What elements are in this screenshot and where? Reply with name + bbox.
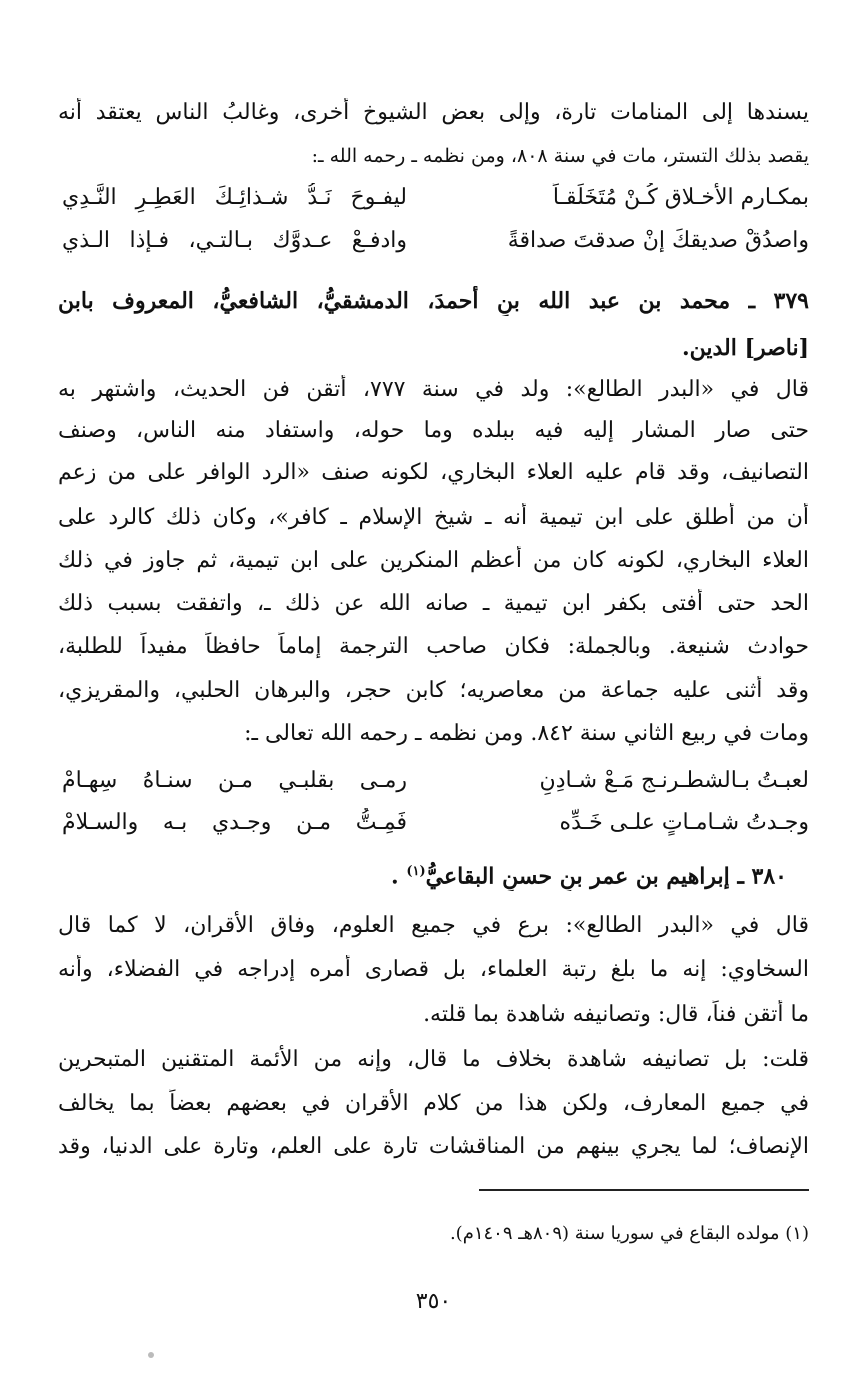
text-line: حوادث شنيعة. وبالجملة: فكان صاحب الترجمة إماماً حافظاً مفيداً للطلبة، bbox=[58, 634, 809, 659]
text-line: التصانيف، وقد قام عليه العلاء البخاري، لكونه صنف «الرد الوافر على من زعم bbox=[58, 460, 809, 485]
scan-speck bbox=[148, 1352, 154, 1358]
text-line: ومات في ربيع الثاني سنة ٨٤٢. ومن نظمه ـ رحمه الله تعالى ـ: bbox=[244, 721, 809, 746]
verse-first-hemistich: بمكـارم الأخـلاق كُـنْ مُتَخَلِّقـاً bbox=[552, 185, 809, 210]
verse-second-hemistich: ليفـوحَ نَـدُّ شـذائِـكَ العَطِـرِ النَّـدِي bbox=[62, 185, 407, 210]
text-line: قلت: بل تصانيفه شاهدة بخلاف ما قال، وإنه من الأئمة المتقنين المتبحرين bbox=[58, 1047, 809, 1072]
text-line: في جميع المعارف، ولكن هذا من كلام الأقران في بعضهم بعضاً بما يخالف bbox=[58, 1091, 809, 1116]
text-line: العلاء البخاري، لكونه كان من أعظم المنكرين على ابن تيمية، ثم جاوز في ذلك bbox=[58, 548, 809, 573]
verse-first-hemistich: وجـدتُ شـامـاتٍ علـى خَـدِّه bbox=[559, 810, 809, 835]
verse-first-hemistich: لعبـتُ بـالشطـرنـج مَـعْ شـادِنِ bbox=[539, 768, 809, 793]
text-line: حتى صار المشار إليه فيه ببلده وما حوله، واستفاد منه الناس، وصنف bbox=[58, 418, 809, 443]
text-line: الإنصاف؛ لما يجري بينهم من المناقشات تارة على العلم، وتارة على الدنيا، وقد bbox=[58, 1134, 809, 1159]
entry-heading: ٣٧٩ ـ محمد بن عبد الله بنِ أحمدَ، الدمشقيُّ، الشافعيُّ، المعروف بابن bbox=[58, 288, 809, 314]
page-number: ٣٥٠ bbox=[415, 1289, 452, 1314]
text-line: ما أتقن فناً، قال: وتصانيفه شاهدة بما قلته. bbox=[423, 1002, 809, 1027]
footnote: (١) مولده البقاع في سوريا سنة (٨٠٩هـ ١٤٠٩م). bbox=[449, 1223, 809, 1244]
footnote-separator bbox=[479, 1189, 809, 1191]
text-line: أن من أطلق على ابن تيمية أنه ـ شيخ الإسلام ـ كافر»، وكان ذلك كالرد على bbox=[58, 505, 809, 530]
text-line: وقد أثنى عليه جماعة من معاصريه؛ كابن حجر، والبرهان الحلبي، والمقريزي، bbox=[58, 678, 809, 703]
text-line: يسندها إلى المنامات تارة، وإلى بعض الشيوخ أخرى، وغالبُ الناس يعتقد أنه bbox=[58, 100, 809, 125]
entry-heading bbox=[58, 857, 787, 891]
verse-second-hemistich: رمـى بقلبـي مـن سنـاهُ سِهـامْ bbox=[62, 768, 407, 793]
verse-second-hemistich: وادفـعْ عـدوَّك بـالتـي، فـإذا الـذي bbox=[62, 228, 407, 253]
verse-first-hemistich: واصدُقْ صديقكَ إنْ صدقتَ صداقةً bbox=[507, 228, 809, 253]
entry-heading-text: ٣٨٠ ـ إبراهيم بن عمر بنِ حسنٍ البقاعيُّ bbox=[425, 863, 787, 890]
text-line: قال في «البدر الطالع»: برع في جميع العلوم، وفاق الأقران، لا كما قال bbox=[58, 913, 809, 938]
text-line: قال في «البدر الطالع»: ولد في سنة ٧٧٧، أتقن فن الحديث، واشتهر به bbox=[58, 377, 809, 402]
text-line: يقصد بذلك التستر، مات في سنة ٨٠٨، ومن نظمه ـ رحمه الله ـ: bbox=[311, 145, 809, 167]
text-line: الحد حتى أفتى بكفر ابن تيمية ـ صانه الله عن ذلك ـ، واتفقت بسبب ذلك bbox=[58, 591, 809, 616]
footnote-marker[interactable]: (١) bbox=[406, 864, 426, 879]
entry-heading: [ناصر] الدين. bbox=[681, 335, 809, 361]
heading-period: . bbox=[391, 863, 399, 890]
text-line: السخاوي: إنه ما بلغ رتبة العلماء، بل قصارى أمره إدراجه في الفضلاء، وأنه bbox=[58, 957, 809, 982]
verse-second-hemistich: فَمِـتُّ مـن وجـدي بـه والسـلامْ bbox=[62, 810, 407, 835]
